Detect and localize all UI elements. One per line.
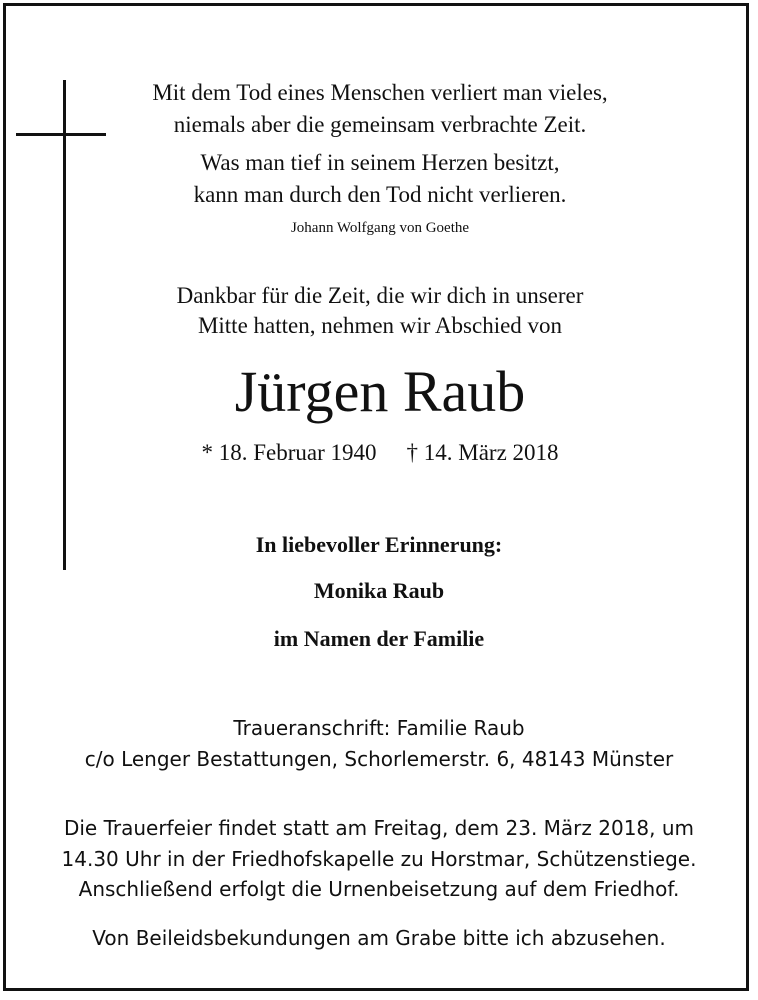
mourner-family: im Namen der Familie <box>273 626 485 651</box>
intro-line-2: Mitte hatten, nehmen wir Abschied von <box>197 313 563 338</box>
quote-line-2: niemals aber die gemeinsam verbrachte Zeit. <box>173 112 587 137</box>
ceremony-line-3: Anschließend erfolgt die Urnenbeisetzung auf dem Friedhof. <box>78 877 680 901</box>
mourners-heading: In liebevoller Erinnerung: <box>255 532 503 557</box>
quote-line-4: kann man durch den Tod nicht verlieren. <box>193 182 567 207</box>
quote-author: Johann Wolfgang von Goethe <box>290 220 470 236</box>
birth-date: * 18. Februar 1940 <box>201 440 377 465</box>
condolence-note: Von Beileidsbekundungen am Grabe bitte ich abzusehen. <box>92 926 666 950</box>
ceremony-line-2: 14.30 Uhr in der Friedhofskapelle zu Horstmar, Schützenstiege. <box>61 847 697 871</box>
address-line-2: c/o Lenger Bestattungen, Schorlemerstr. 6, 48143 Münster <box>84 747 674 771</box>
deceased-name: Jürgen Raub <box>234 359 526 424</box>
intro-line-1: Dankbar für die Zeit, die wir dich in unserer <box>176 283 584 308</box>
ceremony-line-1: Die Trauerfeier findet statt am Freitag, dem 23. März 2018, um <box>63 816 695 840</box>
death-date: † 14. März 2018 <box>406 440 559 465</box>
address-line-1: Traueranschrift: Familie Raub <box>233 716 525 740</box>
quote-line-1: Mit dem Tod eines Menschen verliert man vieles, <box>152 80 608 105</box>
quote-line-3: Was man tief in seinem Herzen besitzt, <box>200 150 560 175</box>
mourner-name: Monika Raub <box>313 578 445 603</box>
life-dates <box>60 440 700 466</box>
